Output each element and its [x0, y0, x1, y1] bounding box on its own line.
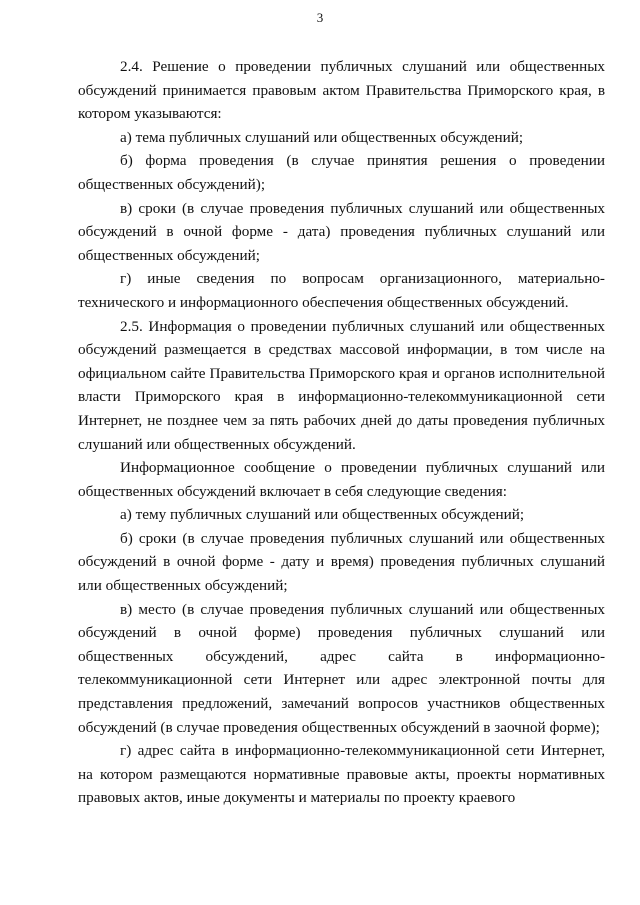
list-item-2-4-g: г) иные сведения по вопросам организационного, материально-технического и информационного обеспечения общественных обсуждений. — [78, 270, 605, 311]
list-item-2-4-b: б) форма проведения (в случае принятия решения о проведении общественных обсуждений); — [78, 152, 605, 193]
paragraph-2-4: 2.4. Решение о проведении публичных слушаний или общественных обсуждений принимается правовым актом Правительства Приморского края, в котором указываются: — [78, 58, 605, 123]
paragraph-2-5: 2.5. Информация о проведении публичных слушаний или общественных обсуждений размещается в средствах массовой информации, в том числе на официальном сайте Правительства Приморского края и органов исполнительной власти Приморского края в информационно-телекоммуникационной сети Интернет, не позднее чем за пять рабочих дней до даты проведения публичных слушаний или общественных обсуждений. — [78, 317, 605, 453]
list-item-info-b: б) сроки (в случае проведения публичных слушаний или общественных обсуждений в очной форме - дату и время) проведения публичных слушаний или общественных обсуждений; — [78, 529, 605, 595]
list-item-2-4-a: а) тема публичных слушаний или общественных обсуждений; — [120, 128, 524, 146]
list-item-info-a: а) тему публичных слушаний или общественных обсуждений; — [120, 506, 525, 524]
paragraph-info-message: Информационное сообщение о проведении публичных слушаний или общественных обсуждений включает в себя следующие сведения: — [78, 459, 605, 500]
list-item-info-v: в) место (в случае проведения публичных слушаний или общественных обсуждений в очной форме) проведения публичных слушаний или общественных обсуждений, адрес сайта в информационно-телекоммуникационной сети Интернет или адрес электронной почты для представления предложений, замечаний вопросов участников общественных обсуждений (в случае проведения общественных обсуждений в заочной форме); — [78, 600, 605, 736]
page-number: 3 — [316, 10, 324, 25]
document-body — [78, 55, 605, 810]
list-item-2-4-v: в) сроки (в случае проведения публичных слушаний или общественных обсуждений в очной форме - дата) проведения публичных слушаний или общественных обсуждений; — [78, 199, 605, 264]
list-item-info-g: г) адрес сайта в информационно-телекоммуникационной сети Интернет, на котором размещаются нормативные правовые акты, проекты нормативных правовых актов, иные документы и материалы по проекту краевого — [78, 742, 605, 807]
